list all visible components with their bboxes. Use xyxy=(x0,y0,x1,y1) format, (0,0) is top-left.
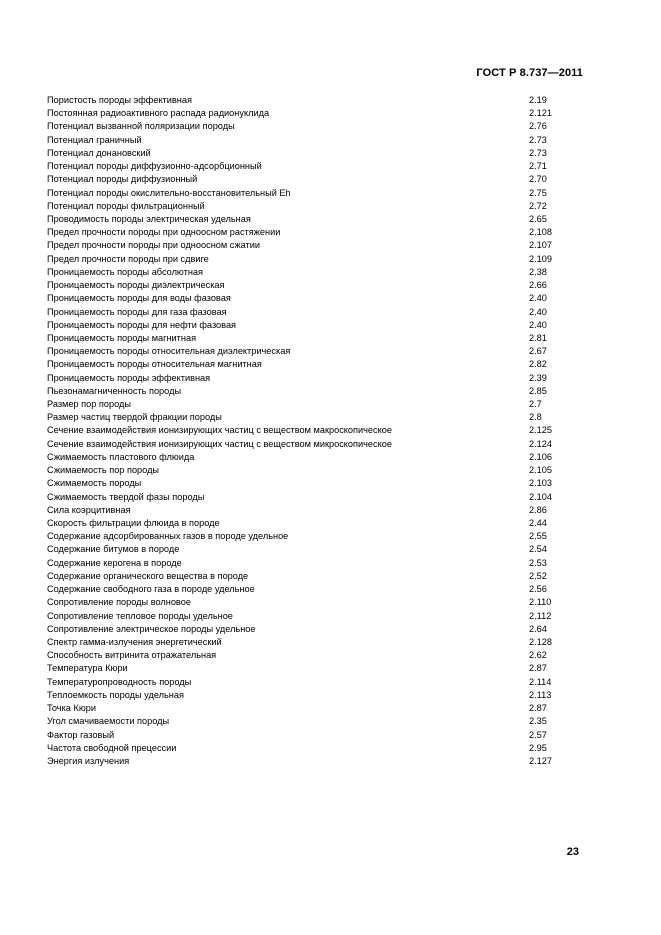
index-reference: 2.64 xyxy=(529,623,547,634)
index-term: Проницаемость породы относительная диэлектрическая xyxy=(47,346,291,357)
index-entry xyxy=(47,411,587,424)
index-reference: 2.19 xyxy=(529,95,547,105)
index-entry xyxy=(47,477,587,490)
term-index-list xyxy=(47,94,587,768)
index-entry xyxy=(47,266,587,279)
index-entry xyxy=(47,279,587,292)
index-term: Сжимаемость пластового флюида xyxy=(47,451,195,462)
index-term: Содержание битумов в породе xyxy=(47,544,180,555)
index-term: Проницаемость породы для нефти фазовая xyxy=(47,319,237,330)
index-entry xyxy=(47,451,587,464)
index-reference: 2.66 xyxy=(529,280,547,291)
index-term: Сечение взаимодействия ионизирующих частиц с веществом микроскопическое xyxy=(47,438,392,449)
index-term: Потенциал породы фильтрационный xyxy=(47,200,205,211)
index-term: Потенциал породы диффузионный xyxy=(47,174,198,185)
index-entry xyxy=(47,702,587,715)
index-entry xyxy=(47,107,587,120)
index-entry xyxy=(47,147,587,160)
index-term: Сжимаемость пор породы xyxy=(47,465,160,476)
index-term: Теплоемкость породы удельная xyxy=(47,689,184,700)
index-term: Сопротивление породы волновое xyxy=(47,597,191,608)
index-term: Сжимаемость твердой фазы породы xyxy=(47,491,205,502)
index-reference: 2.38 xyxy=(529,266,547,277)
index-reference: 2.70 xyxy=(529,174,547,185)
index-entry xyxy=(47,134,587,147)
index-term: Температуропроводность породы xyxy=(47,676,192,687)
index-term: Пористость породы эффективная xyxy=(47,95,192,105)
index-reference: 2.7 xyxy=(529,399,542,410)
index-term: Сжимаемость породы xyxy=(47,478,142,489)
index-entry xyxy=(47,173,587,186)
index-entry xyxy=(47,160,587,173)
index-reference: 2.52 xyxy=(529,570,547,581)
index-term: Содержание свободного газа в породе удельное xyxy=(47,584,255,595)
index-reference: 2.104 xyxy=(529,491,552,502)
index-entry xyxy=(47,530,587,543)
index-term: Скорость фильтрации флюида в породе xyxy=(47,518,220,528)
index-entry xyxy=(47,464,587,477)
index-term: Спектр гамма-излучения энергетический xyxy=(47,636,222,647)
index-entry xyxy=(47,385,587,398)
index-term: Предел прочности породы при одноосном сжатии xyxy=(47,240,260,251)
index-term: Проницаемость породы для воды фазовая xyxy=(47,293,231,304)
index-reference: 2.55 xyxy=(529,531,547,542)
index-term: Содержание органического вещества в породе xyxy=(47,570,249,581)
index-term: Предел прочности породы при одноосном растяжении xyxy=(47,227,281,238)
index-term: Проницаемость породы диэлектрическая xyxy=(47,280,225,291)
index-entry xyxy=(47,729,587,742)
index-reference: 2.107 xyxy=(529,240,552,251)
index-entry xyxy=(47,570,587,583)
index-reference: 2.114 xyxy=(529,676,552,687)
index-term: Сила коэрцитивная xyxy=(47,504,131,515)
index-entry xyxy=(47,120,587,133)
index-term: Потенциал породы окислительно-восстановительный Eh xyxy=(47,187,291,198)
index-term: Содержание керогена в породе xyxy=(47,557,182,568)
index-term: Потенциал граничный xyxy=(47,134,142,145)
index-entry xyxy=(47,239,587,252)
index-entry xyxy=(47,583,587,596)
index-term: Проницаемость породы магнитная xyxy=(47,332,197,343)
index-reference: 2.85 xyxy=(529,385,547,396)
index-reference: 2.44 xyxy=(529,518,547,528)
index-reference: 2.67 xyxy=(529,346,547,357)
index-reference: 2.8 xyxy=(529,412,542,423)
index-entry xyxy=(47,596,587,609)
index-entry xyxy=(47,213,587,226)
index-term: Проводимость породы электрическая удельная xyxy=(47,213,251,224)
index-entry xyxy=(47,94,587,107)
index-entry xyxy=(47,610,587,623)
index-reference: 2.113 xyxy=(529,689,552,700)
index-term: Проницаемость породы для газа фазовая xyxy=(47,306,227,317)
index-reference: 2.87 xyxy=(529,663,547,674)
index-term: Потенциал вызванной поляризации породы xyxy=(47,121,235,132)
index-entry xyxy=(47,332,587,345)
index-entry xyxy=(47,372,587,385)
index-term: Способность витринита отражательная xyxy=(47,650,217,661)
index-entry xyxy=(47,292,587,305)
index-term: Фактор газовый xyxy=(47,729,115,740)
index-reference: 2.39 xyxy=(529,372,547,383)
index-reference: 2.81 xyxy=(529,332,547,343)
index-reference: 2.112 xyxy=(529,610,552,621)
index-term: Потенциал породы диффузионно-адсорбционный xyxy=(47,161,262,172)
index-reference: 2.72 xyxy=(529,200,547,211)
index-entry xyxy=(47,306,587,319)
index-reference: 2.40 xyxy=(529,306,547,317)
index-reference: 2.95 xyxy=(529,742,547,753)
index-reference: 2.73 xyxy=(529,147,547,158)
index-reference: 2.75 xyxy=(529,187,547,198)
index-reference: 2.53 xyxy=(529,557,547,568)
index-term: Потенциал донановский xyxy=(47,147,151,158)
index-entry xyxy=(47,345,587,358)
index-entry xyxy=(47,491,587,504)
index-entry xyxy=(47,253,587,266)
index-entry xyxy=(47,504,587,517)
index-reference: 2.87 xyxy=(529,703,547,714)
index-reference: 2.127 xyxy=(529,755,552,766)
index-reference: 2.56 xyxy=(529,584,547,595)
index-entry xyxy=(47,755,587,768)
index-entry xyxy=(47,200,587,213)
index-reference: 2.86 xyxy=(529,504,547,515)
index-entry xyxy=(47,557,587,570)
index-entry xyxy=(47,438,587,451)
index-term: Пьезонамагниченность породы xyxy=(47,385,182,396)
index-entry xyxy=(47,358,587,371)
index-entry xyxy=(47,689,587,702)
index-reference: 2.106 xyxy=(529,451,552,462)
index-entry xyxy=(47,424,587,437)
index-entry xyxy=(47,742,587,755)
index-entry xyxy=(47,715,587,728)
index-reference: 2.125 xyxy=(529,425,552,436)
index-term: Проницаемость породы эффективная xyxy=(47,372,211,383)
index-term: Размер пор породы xyxy=(47,399,131,410)
index-entry xyxy=(47,662,587,675)
index-term: Размер частиц твердой фракции породы xyxy=(47,412,222,423)
page-number: 23 xyxy=(566,846,579,858)
index-reference: 2.65 xyxy=(529,213,547,224)
index-entry xyxy=(47,623,587,636)
index-term: Содержание адсорбированных газов в породе удельное xyxy=(47,531,289,542)
index-term: Сечение взаимодействия ионизирующих частиц с веществом макроскопическое xyxy=(47,425,392,436)
index-reference: 2.35 xyxy=(529,716,547,727)
index-reference: 2.54 xyxy=(529,544,547,555)
index-term: Сопротивление электрическое породы удельное xyxy=(47,623,256,634)
index-term: Угол смачиваемости породы xyxy=(47,716,170,727)
index-reference: 2.105 xyxy=(529,465,552,476)
index-reference: 2.76 xyxy=(529,121,547,132)
index-reference: 2.62 xyxy=(529,650,547,661)
index-reference: 2.109 xyxy=(529,253,552,264)
index-term: Энергия излучения xyxy=(47,755,130,766)
index-term: Предел прочности породы при сдвиге xyxy=(47,253,209,264)
index-reference: 2.71 xyxy=(529,161,547,172)
index-reference: 2.124 xyxy=(529,438,552,449)
index-entry xyxy=(47,226,587,239)
index-reference: 2.57 xyxy=(529,729,547,740)
index-entry xyxy=(47,649,587,662)
index-entry xyxy=(47,676,587,689)
index-reference: 2.128 xyxy=(529,636,552,647)
index-entry xyxy=(47,187,587,200)
index-reference: 2.73 xyxy=(529,134,547,145)
index-reference: 2.82 xyxy=(529,359,547,370)
index-reference: 2.121 xyxy=(529,108,552,119)
index-reference: 2.108 xyxy=(529,227,552,238)
index-entry xyxy=(47,398,587,411)
index-term: Температура Кюри xyxy=(47,663,128,674)
index-reference: 2.40 xyxy=(529,319,547,330)
index-term: Проницаемость породы относительная магнитная xyxy=(47,359,262,370)
index-term: Сопротивление тепловое породы удельное xyxy=(47,610,233,621)
document-header: ГОСТ Р 8.737—2011 xyxy=(476,67,583,79)
index-entry xyxy=(47,517,587,530)
index-reference: 2.103 xyxy=(529,478,552,489)
index-term: Частота свободной прецессии xyxy=(47,742,177,753)
index-term: Проницаемость породы абсолютная xyxy=(47,266,203,277)
index-reference: 2.110 xyxy=(529,597,552,608)
index-entry xyxy=(47,319,587,332)
index-entry xyxy=(47,543,587,556)
index-term: Точка Кюри xyxy=(47,703,96,714)
index-term: Постоянная радиоактивного распада радионуклида xyxy=(47,108,270,119)
index-reference: 2.40 xyxy=(529,293,547,304)
index-entry xyxy=(47,636,587,649)
